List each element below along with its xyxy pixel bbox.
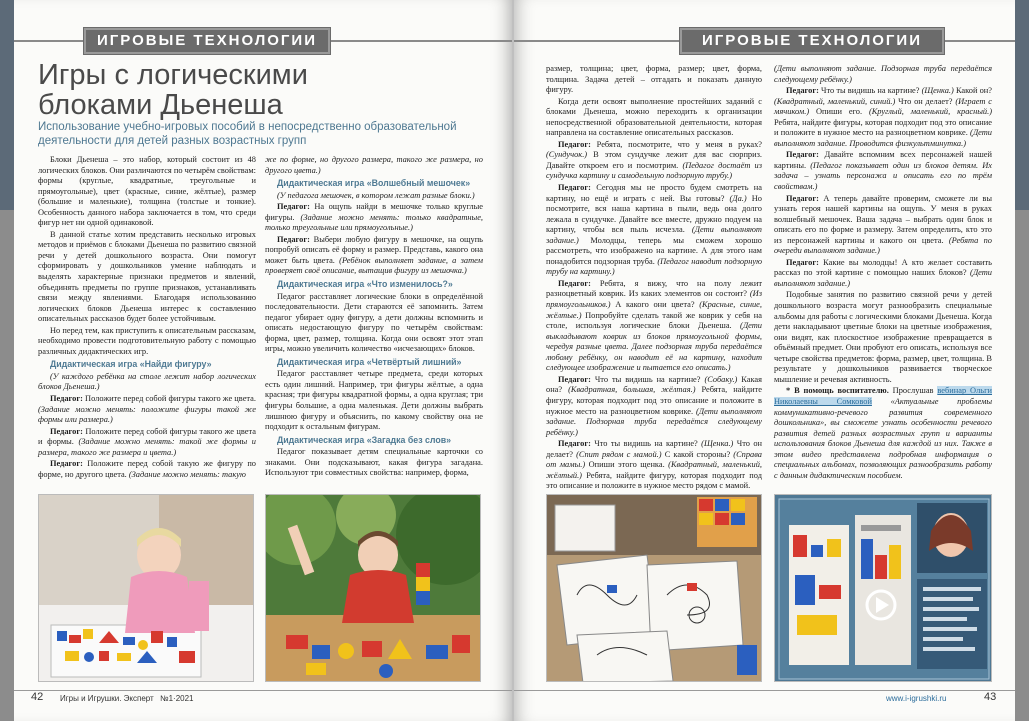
section-rubric: ИГРОВЫЕ ТЕХНОЛОГИИ bbox=[680, 28, 944, 54]
right-column-1 bbox=[546, 64, 762, 493]
game-heading: Дидактическая игра «Четвёртый лишний» bbox=[277, 356, 462, 367]
paragraph: Педагог: Какие вы молодцы! А кто желает составить рассказ по этой картине с помощью наших блоков? (Дети выполняют задание.) bbox=[774, 257, 992, 288]
rubric-rule bbox=[330, 40, 512, 42]
right-edge-strip bbox=[1015, 0, 1029, 721]
photo-webinar-video[interactable] bbox=[774, 494, 992, 682]
paragraph: Педагог: Что ты видишь на картине? (Щенка.) Какой он? (Квадратный, маленький, синий.) Что он делает? (Играет с мячиком.) Опиши его. (Круглый, маленький, красный.) Ребята, найдите фигуры, которая подходит под это описание и положите в нужное место на разноцветном коврике. (Дети выполняют задание. Проводится физкультминутка.) bbox=[774, 86, 992, 148]
paragraph: В данной статье хотим представить несколько игровых методов и приёмов с блоками Дьенеша по развитию связной речи у детей дошкольного возраста. Они помогут сформировать у дошкольников умение наблюдать и выделять характерные признаки предметов и явлений, объединять предметы по группе признаков, устанавливать связи между явлениями. Благодаря использованию логических блоков Дьенеша интерес к составлению описательных рассказов будет более устойчивым. bbox=[38, 229, 256, 324]
article-lead: Использование учебно-игровых пособий в непосредственно образовательной деятельности для детей разных возрастных групп bbox=[38, 121, 457, 147]
footer-rule bbox=[14, 690, 512, 691]
paragraph: Педагог расставляет четыре предмета, среди которых есть один лишний. Например, три фигуры жёлтые, а одна красная; три фигуры квадратной формы, а одна круглая; три фигуры большие, а одна маленькая. Дети должны выбрать лишнюю фигуру и объяснить, по какому свойству она не подходит к остальным фигурам. bbox=[265, 369, 483, 432]
right-column-2 bbox=[774, 64, 992, 482]
right-page bbox=[514, 0, 1029, 721]
paragraph: Педагог: Сегодня мы не просто будем смотреть на картину, но ещё и играть с ней. Вы готовы? (Да.) Но посмотрите, вся наша картина в пыли, ведь она долго лежала в сундучке. Давайте все вместе, дружно подуем на картину, чтобы вся пыль исчезла. (Дети выполняют задание.) Молодцы, теперь мы сможем хорошо рассмотреть, что изображено на картине. А для этого нам понадобится подзорная труба. (Педагог наводит подзорную трубу на картину.) bbox=[546, 183, 762, 277]
page-number: 43 bbox=[984, 691, 997, 703]
paragraph: Педагог: Ребята, я вижу, что на полу лежит разноцветный коврик. Из каких элементов он состоит? (Из прямоугольников.) А какого они цвета? (Красные, синие, жёлтые.) Попробуйте сделать такой же коврик у себя на столе, используя логические блоки Дьенеша. (Дети выкладывают коврик из блоков прямоугольной формы, чередуя разные цвета. Далее подзорная труба передаётся любому ребёнку, он наводит её на картину, находит следующее изображение и пытается его описать.) bbox=[546, 278, 762, 373]
paragraph: Педагог: Ребята, посмотрите, что у меня в руках? (Сундучок.) В этом сундучке лежит для вас сюрприз. Давайте откроем его и посмотрим. (Педагог достаёт из сундучка картину и самодельную подзорную трубу.) bbox=[546, 139, 762, 181]
article-title: Игры с логическими блоками Дьенеша bbox=[38, 59, 308, 121]
section-rubric: ИГРОВЫЕ ТЕХНОЛОГИИ bbox=[84, 28, 330, 54]
left-edge-strip bbox=[0, 0, 14, 721]
website-link[interactable]: www.i-igrushki.ru bbox=[886, 694, 947, 703]
paragraph: размер, толщина; цвет, форма, размер; цвет, форма, толщина. Задача детей – отгадать и показать данную фигуру. bbox=[546, 64, 762, 95]
page-number: 42 bbox=[31, 691, 44, 703]
magazine-name: Игры и Игрушки. Эксперт bbox=[60, 694, 154, 703]
issue-number: №1·2021 bbox=[160, 694, 194, 703]
game-heading: Дидактическая игра «Что изменилось?» bbox=[277, 279, 453, 290]
paragraph: (У каждого ребёнка на столе лежит набор логических блоков Дьенеша.) bbox=[38, 371, 256, 392]
paragraph: Когда дети освоят выполнение простейших заданий с блоками Дьенеша, можно переходить к организации непосредственной образовательной деятельности, которая направлена на составление описательных рассказов. bbox=[546, 96, 762, 138]
photo-girl-with-blocks bbox=[38, 494, 254, 682]
paragraph: Педагог расставляет логические блоки в определённой последовательности. Дети стараются её запомнить. Затем педагог убирает одну фигуру, а дети должны вспомнить и описать недостающую фигуру по четырём свойствам: форма, цвет, размер, толщина. Когда они освоят этот этап игры, можно увеличить количество «исчезающих» блоков. bbox=[265, 291, 483, 354]
paragraph: (Дети выполняют задание. Подзорная труба передаётся следующему ребёнку.) bbox=[774, 64, 992, 84]
left-page bbox=[0, 0, 512, 721]
paragraph: Педагог: Давайте вспомним всех персонажей нашей картины. (Педагог показывает один из блоков детям. Их задача – узнать персонажа и описать его по трём свойствам.) bbox=[774, 150, 992, 192]
paragraph: Педагог: Выбери любую фигуру в мешочке, на ощупь попробуй описать её форму и размер. Представь, какого она может быть цвета. (Ребёнок выполняет задание, а затем проверяет своё описание, вытащив фигуру из мешочка.) bbox=[265, 234, 483, 276]
paragraph: (У педагога мешочек, в котором лежат разные блоки.) bbox=[277, 190, 475, 200]
photo-boy-with-blocks bbox=[265, 494, 481, 682]
rubric-rule bbox=[944, 40, 1015, 42]
paragraph: Педагог: Положите перед собой такую же фигуру по форме, но другого цвета. (Задание можно менять: такую bbox=[38, 459, 256, 479]
paragraph: Блоки Дьенеша – это набор, который состоит из 48 логических блоков. Они различаются по четырём свойствам: формы (круглые, квадратные, треугольные и прямоугольные), цвет (красные, синие, жёлтые), размер (большие и маленькие), толщина (толстые и тонкие). Особенность данного набора заключается в том, что среди фигур нет ни одной одинаковой. bbox=[38, 155, 256, 228]
photo-drawings-with-blocks bbox=[546, 494, 762, 682]
paragraph: Но перед тем, как приступить к описательным рассказам, необходимо провести подготовительную работу с помощью различных дидактических игр. bbox=[38, 325, 256, 356]
paragraph: Педагог: Положите перед собой фигуры такого же цвета и формы. (Задание можно менять: такой же формы и размера, такого же размера и цвета.) bbox=[38, 426, 256, 457]
webinar-link[interactable]: вебинар Ольги Николаевны Сомковой bbox=[774, 386, 993, 406]
paragraph: же по форме, но другого размера, такого же размера, но другого цвета.) bbox=[265, 155, 483, 175]
game-heading: Дидактическая игра «Найди фигуру» bbox=[50, 359, 212, 370]
paragraph: Подобные занятия по развитию связной речи у детей дошкольного возраста могут разнообразить специальные альбомы для работы с логическими блоками Дьенеша. Когда дети накладывают цветные блоки на цветные изображения, они видят, как плоскостное изображение превращается в объёмный предмет. Они пробуют его описать, используя все четыре свойства предметов: форма, размер, цвет, толщина. В результате у дошкольников развивается творческое мышление и речевая активность. bbox=[774, 290, 992, 384]
game-heading: Дидактическая игра «Загадка без слов» bbox=[277, 434, 452, 445]
paragraph: Педагог: Что ты видишь на картине? (Собаку.) Какая она? (Квадратная, большая, жёлтая.) Ребята, найдите фигуру, которая подходит под это описание и положите в нужное место на разноцветном коврике. (Дети выполняют задание. Подзорная труба передаётся следующему ребёнку.) bbox=[546, 374, 763, 437]
footer-rule bbox=[514, 690, 1015, 691]
paragraph: Педагог показывает детям специальные карточки со знаками. Они подсказывают, какая фигура загадана. Используют три совместных свойства: например, форма, bbox=[265, 447, 483, 478]
left-column-2 bbox=[265, 155, 483, 480]
webinar-paragraph: * В помощь воспитателю. Прослушав вебинар Ольги Николаевны Сомковой «Актуальные проблемы коммуникативно-речевого развития современного дошкольника», вы сможете узнать особенности речевого развития детей разных возрастных групп и варианты использования блоков Дьенеша для каждой из них. Также в этом видео представлена подробная информация о специальных альбомах, позволяющих разнообразить работу с данным дидактическим пособием. bbox=[774, 386, 993, 480]
game-heading: Дидактическая игра «Волшебный мешочек» bbox=[277, 178, 471, 189]
paragraph: Педагог: А теперь давайте проверим, сможете ли вы узнать героя нашей картины на ощупь. У меня в руках волшебный мешочек. Ваша задача – выбрать один блок и описать его по форме и размеру. Затем определить, кто это из персонажей картины и какого он цвета. (Ребята по очереди выполняют задание.) bbox=[774, 193, 992, 256]
rubric-rule bbox=[14, 40, 84, 42]
paragraph: Педагог: Положите перед собой фигуры такого же цвета. (Задание можно менять: положите фигуры такой же формы или размера.) bbox=[38, 394, 256, 425]
paragraph: Педагог: Что ты видишь на картине? (Щенка.) Что он делает? (Спит рядом с мамой.) С какой стороны? (Справа от мамы.) Опиши этого щенка. (Квадратный, маленький, жёлтый.) Ребята, найдите фигуру, которая подходит под это описание и положите в нужное место рядом с мамой. bbox=[546, 439, 762, 491]
rubric-rule bbox=[514, 40, 680, 42]
left-column-1 bbox=[38, 155, 256, 481]
paragraph: Педагог: На ощупь найди в мешочке только круглые фигуры. (Задание можно менять: только квадратные, только треугольные или прямоугольные.) bbox=[265, 202, 483, 233]
